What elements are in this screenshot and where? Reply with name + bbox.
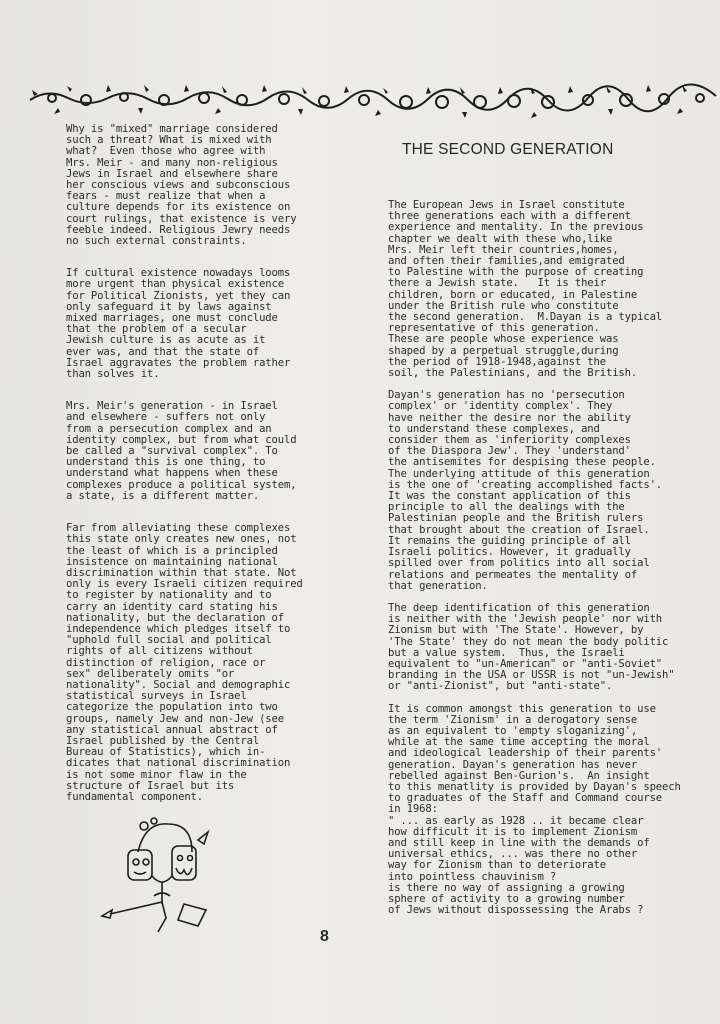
decorative-vine-border	[28, 82, 718, 122]
left-column	[66, 124, 358, 824]
right-column	[388, 200, 720, 927]
right-paragraph-4: It is common amongst this generation to use the term 'Zionism' in a derogatory sense as an equivalent to 'empty sloganizing', while at the same time accepting the moral and ideological leadership of their parents' generation. Dayan's generation has never rebelled against Ben-Gurion's. An insight to this menatlity is provided by Dayan's speech to graduates of the Staff and Command course in 1968: " ... as early as 1928 .. it became clear how difficult it is to implement Zionism and still keep in line with the demands of universal ethics, ... was there no other way for Zionism than to deteriorate into pointless chauvinism ? is there no way of assigning a growing sphere of activity to a growing number of Jews without dispossessing the Arabs ?	[388, 702, 681, 917]
page-number: 8	[320, 928, 329, 945]
two-faced-figure-illustration	[100, 816, 230, 938]
left-paragraph-4: Far from alleviating these complexes this state only creates new ones, not the least of which is a principled insistence on maintaining national discrimination within that state. Not only is every Israeli citizen required to register by nationality and to carry an identity card stating his nationality, but the declaration of independence which pledges itself to "uphold full social and political rights of all citizens without distinction of religion, race or sex" deliberately omits "or nationality". Social and demographic statistical surveys in Israel categorize the population into two groups, namely Jew and non-Jew (see any statistical annual abstract of Israel published by the Central Bureau of Statistics), which in- dicates that national discrimination is not some minor flaw in the structure of Israel but its fundamental component.	[66, 522, 303, 803]
left-paragraph-1: Why is "mixed" marriage considered such a threat? What is mixed with what? Even those who agree with Mrs. Meir - and many non-religious Jews in Israel and elsewhere share her conscious views and subconscious fears - must realize that when a culture depends for its existence on court rulings, that existence is very feeble indeed. Religious Jewry needs no such external constraints.	[66, 123, 297, 248]
right-paragraph-1: The European Jews in Israel constitute three generations each with a different experience and mentality. In the previous chapter we dealt with these who,like Mrs. Meir left their countries,homes, and often their families,and emigrated to Palestine with the purpose of creating there a Jewish state. It is their children, born or educated, in Palestine under the British rule who constitute the second generation. M.Dayan is a typical representative of this generation. These are people whose experience was shaped by a perpetual struggle,during the period of 1918-1948,against the soil, the Palestinians, and the British.	[388, 199, 663, 380]
right-paragraph-2: Dayan's generation has no 'persecution complex' or 'identity complex'. They have neither the desire nor the ability to understand these complexes, and consider them as 'inferiority complexes of the Diaspora Jew'. They 'understand' the antisemites for despising these people. The underlying attitude of this generation is the one of 'creating accomplished facts'. It was the constant application of this principle to all the dealings with the Palestinian people and the British rulers that brought about the creation of Israel. It remains the guiding principle of all Israeli politics. However, it gradually spilled over from politics into all social relations and permeates the mentality of that generation.	[388, 389, 663, 592]
left-paragraph-3: Mrs. Meir's generation - in Israel and elsewhere - suffers not only from a persecution complex and an identity complex, but from what could be called a "survival complex". To understand this is one thing, to understand what happens when these complexes produce a political system, a state, is a different matter.	[66, 400, 297, 502]
section-title: THE SECOND GENERATION	[402, 141, 614, 158]
left-paragraph-2: If cultural existence nowadays looms more urgent than physical existence for Political Zionists, yet they can only safeguard it by laws against mixed marriages, one must conclude that the problem of a secular Jewish culture is as acute as it ever was, and that the state of Israel aggravates the problem rather than solves it.	[66, 267, 291, 381]
right-paragraph-3: The deep identification of this generation is neither with the 'Jewish people' nor with Zionism but with 'The State'. However, by 'The State' they do not mean the body politic but a value system. Thus, the Israeli equivalent to "un-American" or "anti-Soviet" branding in the USA or USSR is not "un-Jewish" or "anti-Zionist", but "anti-state".	[388, 601, 675, 693]
